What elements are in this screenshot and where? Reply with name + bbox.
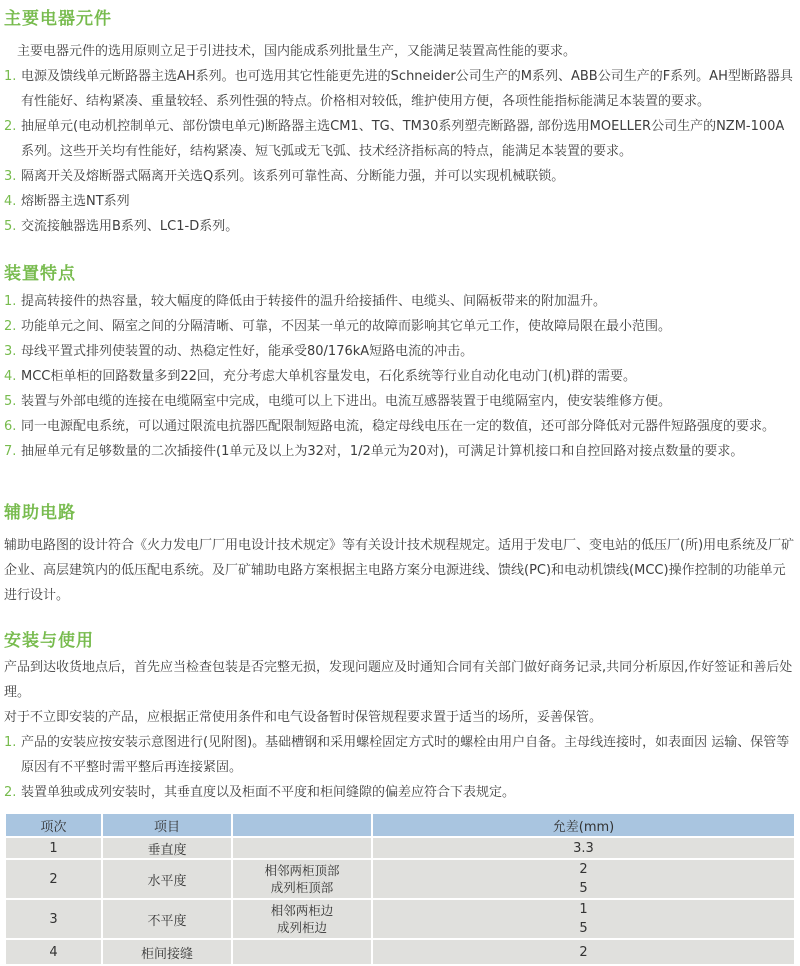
table-cell-sub-line: 相邻两柜边 xyxy=(270,903,334,918)
table-cell-no: 1 xyxy=(6,838,101,858)
list-item-number: 3. xyxy=(4,169,17,184)
list-item-number: 1. xyxy=(4,735,17,750)
list-item xyxy=(4,164,796,189)
section-title-main-components: 主要电器元件 xyxy=(4,9,112,29)
features-list xyxy=(4,289,796,464)
list-item xyxy=(4,114,796,164)
list-item xyxy=(4,439,796,464)
list-item-text: 抽屉单元(电动机控制单元、部份馈电单元)断路器主选CM1、TG、TM30系列塑壳断路器, 部份选用MOELLER公司生产的NZM-100A系列。这些开关均有性能好，结构紧凑、短飞弧或无飞弧、技术经济指标高的特点，能满足本装置的要求。 xyxy=(21,119,785,159)
list-item xyxy=(4,289,796,314)
table-cell-no: 4 xyxy=(6,940,101,964)
install-paragraph-1: 产品到达收货地点后，首先应当检查包装是否完整无损，发现问题应及时通知合同有关部门做好商务记录,共同分析原因,作好签证和善后处理。 xyxy=(4,660,793,700)
list-item-number: 4. xyxy=(4,194,17,209)
list-item-number: 2. xyxy=(4,319,17,334)
list-item-text: 提高转接件的热容量，较大幅度的降低由于转接件的温升给接插件、电缆头、间隔板带来的附加温升。 xyxy=(21,294,607,309)
list-item-text: 同一电源配电系统，可以通过限流电抗器匹配限制短路电流，稳定母线电压在一定的数值，还可部分降低对元器件短路强度的要求。 xyxy=(21,419,776,434)
list-item-text: MCC柜单柜的回路数量多到22回，充分考虑大单机容量发电，石化系统等行业自动化电动门(机)群的需要。 xyxy=(21,369,637,384)
table-cell-sub-line: 成列柜顶部 xyxy=(270,880,334,895)
list-item-number: 5. xyxy=(4,394,17,409)
list-item-text: 熔断器主选NT系列 xyxy=(21,194,130,209)
table-cell-item: 垂直度 xyxy=(103,838,231,858)
list-item-number: 5. xyxy=(4,219,17,234)
list-item-number: 6. xyxy=(4,419,17,434)
install-list xyxy=(4,730,796,805)
list-item-text: 母线平置式排列使装置的动、热稳定性好，能承受80/176kA短路电流的冲击。 xyxy=(21,344,474,359)
table-cell-value xyxy=(373,860,794,898)
table-cell-sub xyxy=(233,940,371,964)
list-item-number: 1. xyxy=(4,294,17,309)
list-item-text: 产品的安装应按安装示意图进行(见附图)。基础槽钢和采用螺栓固定方式时的螺栓由用户自备。主母线连接时，如表面因 运输、保管等原因有不平整时需平整后再连接紧固。 xyxy=(21,735,790,775)
table-cell-no: 3 xyxy=(6,900,101,938)
list-item xyxy=(4,389,796,414)
table-cell-item: 不平度 xyxy=(103,900,231,938)
table-cell-item: 水平度 xyxy=(103,860,231,898)
list-item-text: 抽屉单元有足够数量的二次插接件(1单元及以上为32对，1/2单元为20对)，可满足计算机接口和自控回路对接点数量的要求。 xyxy=(21,444,744,459)
table-row xyxy=(6,900,794,938)
table-cell-value-line: 2 xyxy=(579,862,588,877)
list-item xyxy=(4,64,796,114)
table-cell-sub xyxy=(233,900,371,938)
list-item-text: 电源及馈线单元断路器主选AH系列。也可选用其它性能更先进的Schneider公司生产的M系列、ABB公司生产的F系列。AH型断路器具有性能好、结构紧凑、重量较轻、系列性强的特点。价格相对较低，维护使用方便，各项性能指标能满足本装置的要求。 xyxy=(21,69,793,109)
table-cell-value xyxy=(373,900,794,938)
list-item-text: 装置单独或成列安装时，其垂直度以及柜面不平度和柜间缝隙的偏差应符合下表规定。 xyxy=(21,785,516,800)
table-cell-sub xyxy=(233,838,371,858)
table-header-row xyxy=(6,814,794,836)
table-header-cell-no: 项次 xyxy=(6,814,101,836)
list-item xyxy=(4,414,796,439)
list-item-number: 4. xyxy=(4,369,17,384)
list-item-text: 隔离开关及熔断器式隔离开关选Q系列。该系列可靠性高、分断能力强，并可以实现机械联锁。 xyxy=(21,169,565,184)
table-cell-value-line: 5 xyxy=(579,921,588,936)
tolerance-table xyxy=(4,812,796,966)
table-cell-sub-line: 成列柜边 xyxy=(276,920,327,935)
list-item-number: 7. xyxy=(4,444,17,459)
list-item-text: 功能单元之间、隔室之间的分隔清晰、可靠，不因某一单元的故障而影响其它单元工作，使故障局限在最小范围。 xyxy=(21,319,672,334)
auxiliary-paragraph: 辅助电路图的设计符合《火力发电厂厂用电设计技术规定》等有关设计技术规程规定。适用于发电厂、变电站的低压厂(所)用电系统及厂矿企业、高层建筑内的低压配电系统。及厂矿辅助电路方案根据主电路方案分电源进线、馈线(PC)和电动机馈线(MCC)操作控制的功能单元进行设计。 xyxy=(4,538,795,603)
table-cell-sub-line: 相邻两柜顶部 xyxy=(264,863,340,878)
table-row xyxy=(6,940,794,964)
table-cell-value: 3.3 xyxy=(373,838,794,858)
list-item-text: 交流接触器选用B系列、LC1-D系列。 xyxy=(21,219,239,234)
main-components-list xyxy=(4,64,796,239)
list-item xyxy=(4,364,796,389)
section-title-install: 安装与使用 xyxy=(4,631,94,651)
table-cell-value-line: 1 xyxy=(579,902,588,917)
table-cell-value: 2 xyxy=(373,940,794,964)
table-header-cell-tolerance: 允差(mm) xyxy=(373,814,794,836)
list-item xyxy=(4,730,796,780)
table-cell-item: 柜间接缝 xyxy=(103,940,231,964)
list-item xyxy=(4,189,796,214)
table-header-cell-sub xyxy=(233,814,371,836)
section-title-features: 装置特点 xyxy=(4,264,76,284)
list-item xyxy=(4,780,796,805)
table-cell-no: 2 xyxy=(6,860,101,898)
list-item-number: 2. xyxy=(4,785,17,800)
table-row xyxy=(6,838,794,858)
main-components-intro: 主要电器元件的选用原则立足于引进技术，国内能成系列批量生产，又能满足装置高性能的要求。 xyxy=(17,44,577,59)
list-item-number: 2. xyxy=(4,119,17,134)
list-item xyxy=(4,314,796,339)
table-cell-value-line: 5 xyxy=(579,881,588,896)
list-item-number: 1. xyxy=(4,69,17,84)
list-item-text: 装置与外部电缆的连接在电缆隔室中完成，电缆可以上下进出。电流互感器装置于电缆隔室内，使安装维修方便。 xyxy=(21,394,672,409)
list-item xyxy=(4,339,796,364)
install-paragraph-2: 对于不立即安装的产品，应根据正常使用条件和电气设备暂时保管规程要求置于适当的场所，妥善保管。 xyxy=(4,710,603,725)
table-row xyxy=(6,860,794,898)
section-title-auxiliary: 辅助电路 xyxy=(4,503,76,523)
table-cell-sub xyxy=(233,860,371,898)
table-header-cell-item: 项目 xyxy=(103,814,231,836)
list-item-number: 3. xyxy=(4,344,17,359)
list-item xyxy=(4,214,796,239)
